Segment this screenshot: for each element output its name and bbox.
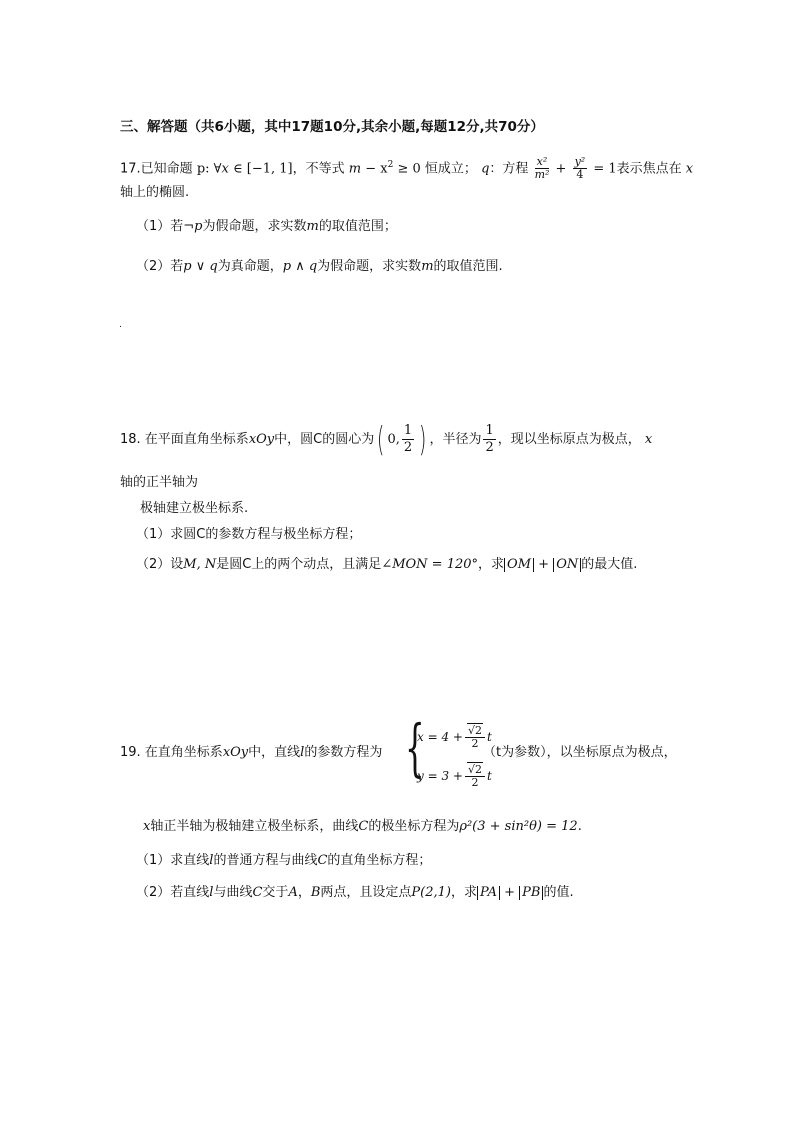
- q18-stem-line2: 轴的正半轴为: [120, 475, 199, 490]
- right-paren-icon: ): [419, 419, 427, 460]
- section-heading: 三、解答题（共6小题，其中17题10分,其余小题,每题12分,共70分）: [120, 119, 544, 135]
- q17-sub2: （2）若p ∨ q为真命题，p ∧ q为假命题，求实数m的取值范围.: [136, 259, 503, 274]
- q17-stem-line2: 轴上的椭圆.: [120, 185, 190, 200]
- q19-param-note: （t为参数），以坐标原点为极点，: [483, 745, 677, 760]
- q18-sub2: （2）设M, N是圆C上的两个动点，且满足∠MON = 120°，求 OM + ON 的最大值.: [136, 557, 638, 572]
- q17-stem-line1: 17.已知命题 p: ∀x ∈ [−1, 1]，不等式 $m - x^2 \ge 0$ 恒成立； q：方程 $\frac{\text{x²}}{\text{m²}}$ + $\frac{\text{y²}}{4}$ = 1表示焦点在 x: [120, 155, 694, 182]
- q18-stem-line3: 极轴建立极坐标系.: [140, 501, 249, 516]
- q19-param-eq-y: y = 3 + $\frac{√2}{2}$ t: [417, 763, 492, 789]
- q18-sub1: （1）求圆C的参数方程与极坐标方程；: [136, 527, 362, 542]
- q19-param-eq-x: x = 4 + $\frac{√2}{2}$ t: [417, 724, 492, 750]
- q19-stem-lead: 19. 在直角坐标系xOy中，直线l的参数方程为: [120, 745, 383, 760]
- q18-radius-fraction: $\frac{1}{2}$: [485, 423, 494, 455]
- left-paren-icon: (: [377, 419, 385, 460]
- q19-stem-line2: x轴正半轴为极轴建立极坐标系，曲线C的极坐标方程为ρ²(3 + sin²θ) = 12.: [143, 819, 582, 834]
- q19-sub2: （2）若直线l与曲线C交于A，B两点，且设定点P(2,1)，求 PA + PB 的值.: [136, 885, 574, 900]
- stray-dot: .: [119, 320, 122, 330]
- q17-fraction-x: $\frac{\text{x²}}{\text{m²}}$: [534, 155, 550, 182]
- q17-sub1: （1）若¬p为假命题，求实数m的取值范围；: [136, 219, 397, 234]
- q18-center-fraction: $\frac{1}{2}$: [403, 423, 413, 455]
- brace-icon: {: [405, 711, 425, 784]
- q17-fraction-y: $\frac{\text{y²}}{4}$: [574, 155, 586, 182]
- q19-sub1: （1）求直线l的普通方程与曲线C的直角坐标方程；: [136, 853, 432, 868]
- q18-stem-line1: 18. 在平面直角坐标系xOy中，圆C的圆心为( 0, $\frac{1}{2}$ ) ，半径为 $\frac{1}{2}$ ，现以坐标原点为极点， x: [120, 419, 653, 460]
